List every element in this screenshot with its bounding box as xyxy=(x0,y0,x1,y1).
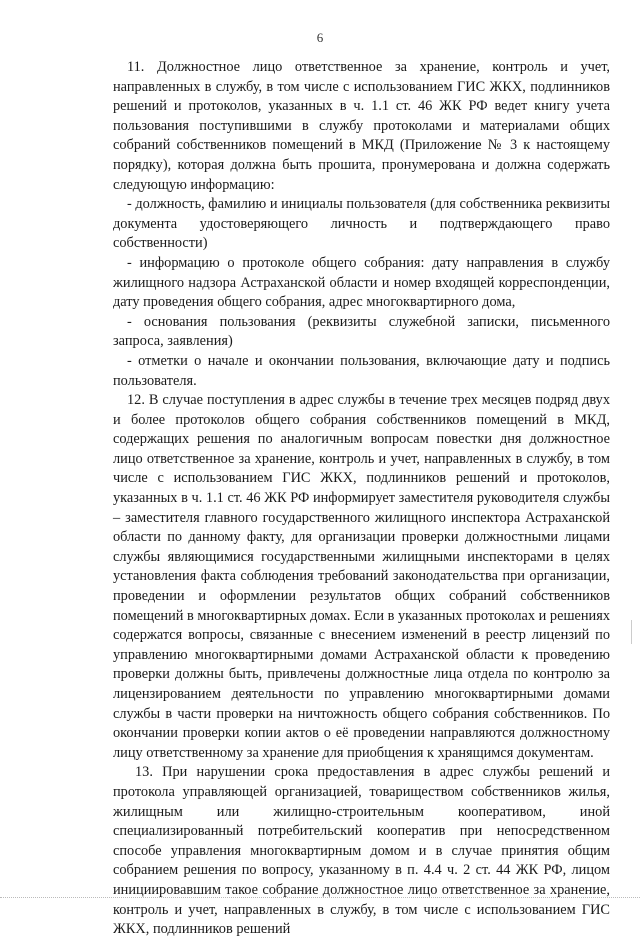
paragraph-11: 11. Должностное лицо ответственное за хранение, контроль и учет, направленных в службу, в том числе с использованием ГИС ЖКХ, подлинников решений и протоколов, указанных в ч. 1.1 ст. 46 ЖК РФ ведет книгу учета пользования поступившими в службу протоколами и материалами общих собраний собственников помещений в МКД (Приложение № 3 к настоящему порядку), которая должна быть прошита, пронумерована и должна содержать следующую информацию: xyxy=(113,59,610,193)
list-item-user-position: - должность, фамилию и инициалы пользователя (для собственника реквизиты документа удостоверяющего личность и подтверждающего право собственности) xyxy=(113,196,610,252)
list-item-usage-marks: - отметки о начале и окончании пользования, включающие дату и подпись пользователя. xyxy=(113,352,610,389)
paragraph-12: 12. В случае поступления в адрес службы в течение трех месяцев подряд двух и более протоколов общего собрания собственников помещений в МКД, содержащих решения по аналогичным вопросам повестки дня должностное лицо ответственное за хранение, контроль и учет, направленных в службу, в том числе с использованием ГИС ЖКХ, подлинников решений и протоколов, указанных в ч. 1.1 ст. 46 ЖК РФ информирует заместителя руководителя службы – заместителя главного государственного жилищного инспектора Астраханской области по данному факту, для организации проверки должностными лицами службы являющимися государственными жилищными инспекторами в целях установления факта соблюдения требований законодательства при организации, проведении и оформлении результатов общих собраний собственников помещений в многоквартирных домах. Если в указанных протоколах и решениях содержатся вопросы, связанные с внесением изменений в реестр лицензий по управлению многоквартирными домами Астраханской области к проведению проверки должны быть, привлечены должностные лица отдела по контролю за лицензированием деятельности по управлению многоквартирными домами службы в части проверки на ничтожность общего собрания собственников. По окончании проверки копии актов о её проведении направляются должностному лицу ответственному за хранение для приобщения к хранящимся документам. xyxy=(113,392,610,761)
paragraph-13: 13. При нарушении срока предоставления в адрес службы решений и протокола управляющей организацией, товариществом собственников жилья, жилищным или жилищно-строительным кооперативом, иной специализированный потребительский кооператив при непосредственном способе управления многоквартирным домом и в случае принятия общим собранием решения по вопросу, указанному в п. 4.4 ч. 2 ст. 44 ЖК РФ, лицом инициировавшим такое собрание должностное лицо ответственное за хранение, контроль и учет, направленных в службу, в том числе с использованием ГИС ЖКХ, подлинников решений xyxy=(113,764,610,938)
list-item-usage-grounds: - основания пользования (реквизиты служебной записки, письменного запроса, заявления) xyxy=(113,313,610,350)
list-item-protocol-info: - информацию о протоколе общего собрания: дату направления в службу жилищного надзора Астраханской области и номер входящей корреспонденции, дату проведения общего собрания, адрес многоквартирного дома, xyxy=(113,254,610,311)
scan-artifact xyxy=(631,620,632,644)
page-bottom-edge xyxy=(0,897,640,899)
page-number: 6 xyxy=(316,30,324,45)
document-body xyxy=(113,58,610,940)
